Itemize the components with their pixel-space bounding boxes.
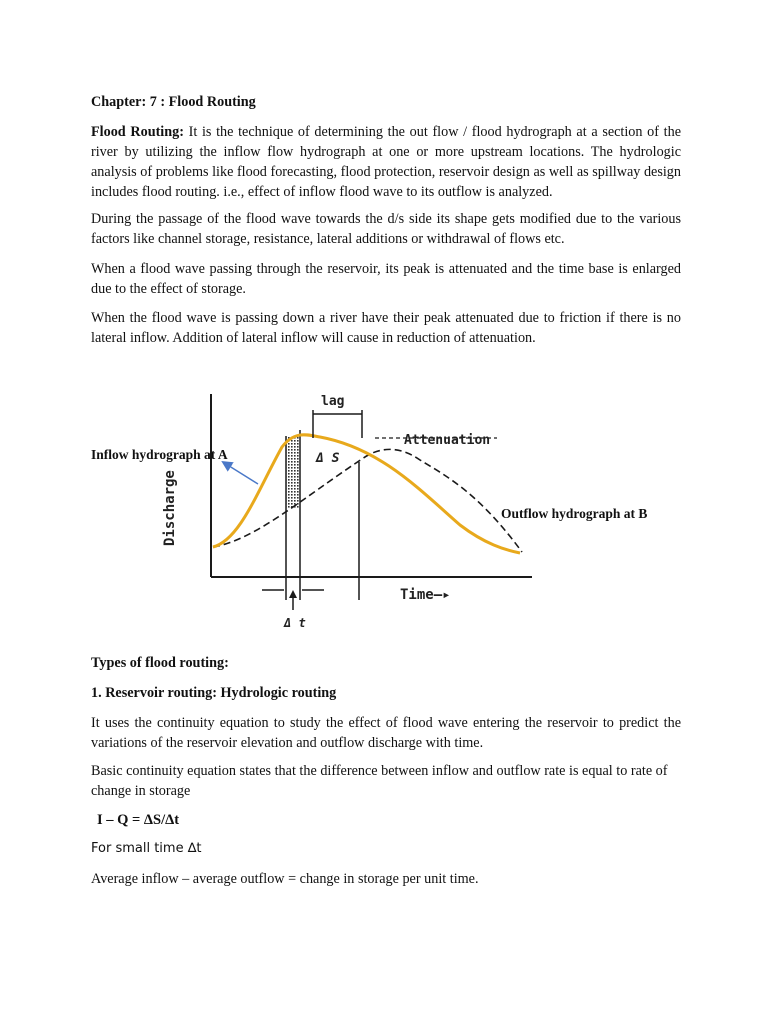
reservoir-routing-heading: 1. Reservoir routing: Hydrologic routing	[91, 685, 337, 701]
chapter-title: Chapter: 7 : Flood Routing	[91, 94, 256, 110]
discharge-axis-label: Discharge	[162, 470, 178, 546]
paragraph-shape-modification: During the passage of the flood wave towards the d/s side its shape gets modified due to the various factors like channel storage, resistance, lateral additions or withdrawal of flows etc.	[91, 211, 681, 247]
delta-t-pointer-head	[289, 590, 297, 598]
delta-t-label: Δ t	[284, 616, 306, 630]
intro-text: It is the technique of determining the out flow / flood hydrograph at a section of the river by utilizing the inflow flow hydrograph at one or more upstream locations. The hydrologic analysis of problems like flood forecasting, flood protection, reservoir design as well as spillway design includes flood routing. i.e., effect of inflow flood wave to its outflow is analyzed.	[91, 124, 681, 200]
paragraph-river-attenuation: When the flood wave is passing down a river have their peak attenuated due to friction if there is no lateral inflow. Addition of lateral inflow will cause in reduction of attenuation.	[91, 310, 681, 346]
delta-s-label: Δ S	[316, 451, 340, 466]
small-time-line: For small time ∆t	[91, 841, 202, 856]
outflow-hydrograph-label: Outflow hydrograph at B	[501, 506, 648, 521]
inflow-pointer-arrow	[226, 464, 258, 484]
lag-label: lag	[321, 394, 345, 409]
inflow-hydrograph	[213, 435, 520, 553]
attenuation-label: Attenuation	[404, 433, 491, 448]
hydrograph-figure	[0, 380, 768, 640]
continuity-equation: I – Q = ΔS/Δt	[97, 812, 180, 828]
types-heading: Types of flood routing:	[91, 655, 229, 671]
hydrograph-diagram	[0, 380, 768, 640]
storage-strip	[286, 436, 300, 508]
intro-term: Flood Routing:	[91, 124, 184, 140]
time-axis-label: Time—▸	[400, 587, 451, 603]
reservoir-routing-paragraph: It uses the continuity equation to study the effect of flood wave entering the reservoir to predict the variations of the reservoir elevation and outflow discharge with time.	[91, 715, 681, 751]
inflow-hydrograph-label: Inflow hydrograph at A	[91, 447, 228, 462]
intro-paragraph	[91, 122, 681, 202]
average-inflow-line: Average inflow – average outflow = change in storage per unit time.	[91, 871, 479, 887]
continuity-paragraph: Basic continuity equation states that the difference between inflow and outflow rate is equal to rate of change in storage	[91, 763, 668, 799]
paragraph-reservoir-attenuation: When a flood wave passing through the reservoir, its peak is attenuated and the time base is enlarged due to the effect of storage.	[91, 261, 681, 297]
